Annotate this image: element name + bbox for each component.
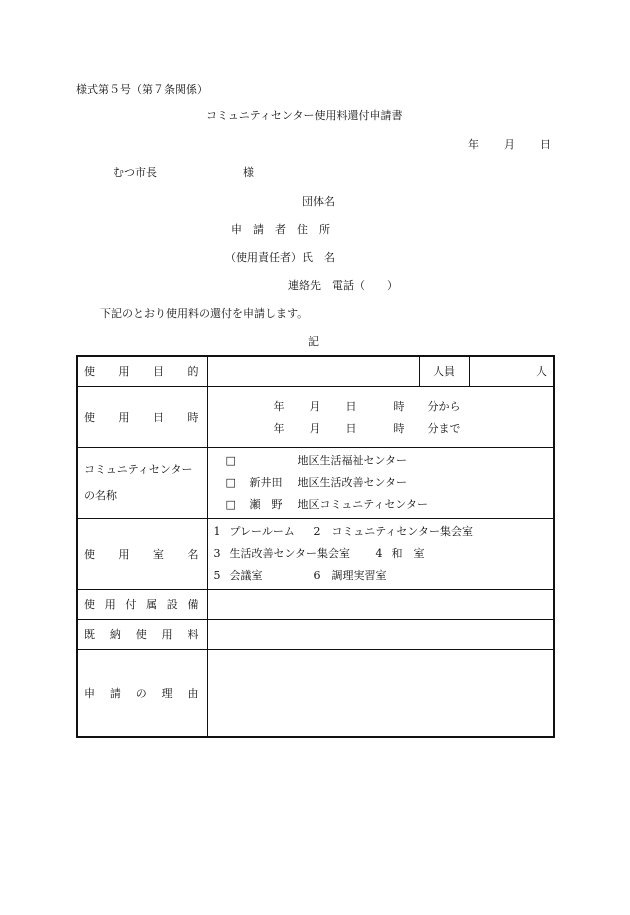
paid-fee-label: 既 納 使 用 料 xyxy=(84,628,199,641)
datetime-field[interactable] xyxy=(207,386,554,447)
from-month: 月 xyxy=(309,399,321,413)
ki-heading: 記 xyxy=(308,335,319,348)
center-option-checkbox[interactable]: □ xyxy=(225,453,236,467)
purpose-field[interactable] xyxy=(207,356,419,386)
center-option-checkbox[interactable]: □ xyxy=(225,497,236,511)
reason-label: 申 請 の 理 由 xyxy=(84,686,199,700)
from-year: 年 xyxy=(273,399,285,413)
application-table xyxy=(76,355,555,738)
center-label-line1: コミュニティセンター xyxy=(84,462,193,476)
equipment-field[interactable] xyxy=(207,589,554,619)
addressee-honorific: 様 xyxy=(243,166,254,179)
center-option-name: 地区生活福祉センター xyxy=(297,453,408,467)
from-minute: 分から xyxy=(427,399,461,413)
room-number: 5 xyxy=(213,568,221,582)
from-hour: 時 xyxy=(393,399,405,413)
center-option-checkbox[interactable]: □ xyxy=(225,475,236,489)
purpose-row xyxy=(77,356,554,386)
people-unit: 人 xyxy=(469,356,554,386)
room-number: 4 xyxy=(375,546,383,560)
to-minute: 分まで xyxy=(427,421,461,435)
addressee-name: むつ市長 xyxy=(113,166,157,179)
to-hour: 時 xyxy=(393,421,405,435)
date-day: 日 xyxy=(540,138,551,151)
from-day: 日 xyxy=(345,399,357,413)
paid-fee-field[interactable] xyxy=(207,619,554,649)
center-option-name: 地区生活改善センター xyxy=(297,475,408,489)
form-number: 様式第５号（第７条関係） xyxy=(76,83,208,96)
room-option[interactable]: 会議室 xyxy=(229,568,263,582)
org-name-label: 団体名 xyxy=(302,195,335,208)
room-label: 使 用 室 名 xyxy=(84,547,199,561)
center-option-name: 地区コミュニティセンター xyxy=(297,497,428,511)
room-number: 6 xyxy=(313,568,321,582)
room-option[interactable]: プレールーム xyxy=(229,524,295,538)
paid-fee-row xyxy=(77,619,554,649)
to-month: 月 xyxy=(309,421,321,435)
body-text: 下記のとおり使用料の還付を申請します。 xyxy=(100,307,309,320)
room-row xyxy=(77,518,554,589)
purpose-label: 使 用 目 的 xyxy=(84,365,199,379)
room-option[interactable]: 調理実習室 xyxy=(331,568,387,582)
room-option[interactable]: 和 室 xyxy=(391,546,425,560)
room-option[interactable]: コミュニティセンター集会室 xyxy=(331,524,473,538)
people-label: 人員 xyxy=(419,356,469,386)
center-option-prefix: 新井田 xyxy=(249,475,283,489)
equipment-row xyxy=(77,589,554,619)
contact-phone-label: 連絡先 電話（ ） xyxy=(288,279,398,292)
to-day: 日 xyxy=(345,421,357,435)
applicant-address-label: 申 請 者 住 所 xyxy=(231,223,330,236)
datetime-row xyxy=(77,386,554,447)
room-number: 1 xyxy=(213,524,221,538)
room-option[interactable]: 生活改善センター集会室 xyxy=(229,546,351,560)
date-month: 月 xyxy=(504,138,515,151)
center-row xyxy=(77,447,554,518)
reason-row xyxy=(77,649,554,737)
room-number: 3 xyxy=(213,546,221,560)
to-year: 年 xyxy=(273,421,285,435)
equipment-label: 使 用 付 属 設 備 xyxy=(84,598,199,611)
applicant-name-label: （使用責任者）氏 名 xyxy=(225,251,335,264)
center-option-prefix: 瀬 野 xyxy=(249,497,283,511)
datetime-label: 使 用 日 時 xyxy=(84,410,199,424)
room-number: 2 xyxy=(313,524,321,538)
date-year: 年 xyxy=(468,138,479,151)
center-label-line2: の名称 xyxy=(84,488,117,502)
document-title: コミュニティセンター使用料還付申請書 xyxy=(206,109,403,122)
reason-field[interactable] xyxy=(207,649,554,737)
